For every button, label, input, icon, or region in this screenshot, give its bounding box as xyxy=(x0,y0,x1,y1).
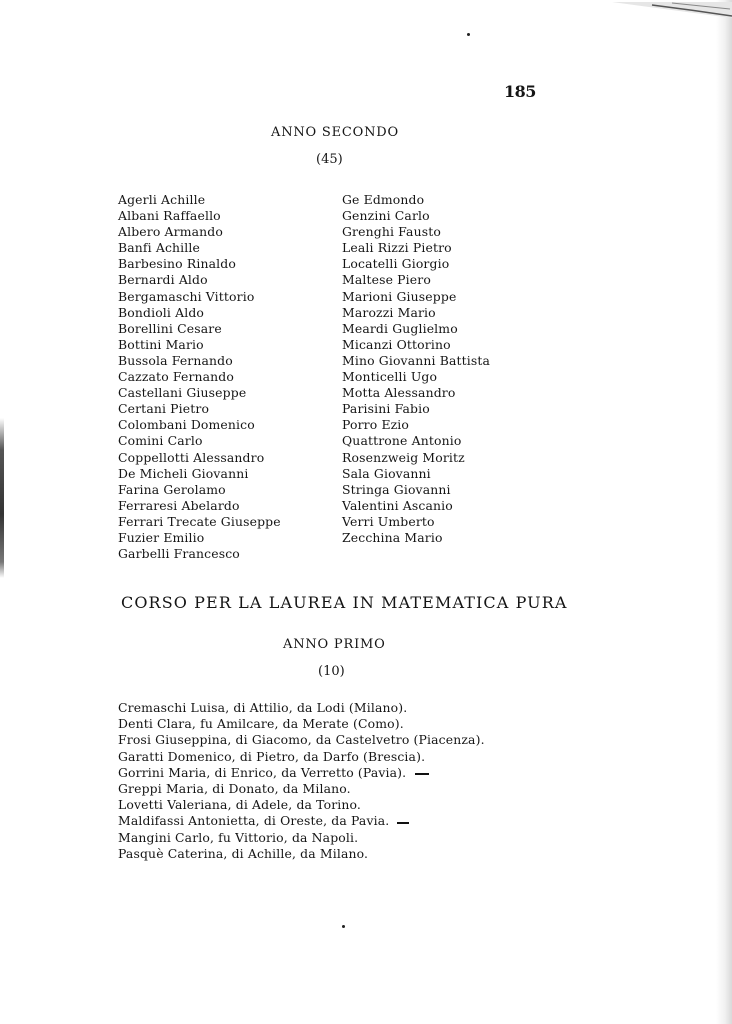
student-name: Leali Rizzi Pietro xyxy=(342,240,452,256)
student-name: Meardi Guglielmo xyxy=(342,320,458,336)
student-entry: Cremaschi Luisa, di Attilio, da Lodi (Milano). xyxy=(118,700,408,715)
student-list-left-column xyxy=(118,192,281,562)
student-name: Cazzato Fernando xyxy=(118,369,235,385)
page-corner-curl xyxy=(612,0,732,18)
student-entry: Mangini Carlo, fu Vittorio, da Napoli. xyxy=(118,829,359,845)
student-entry: Lovetti Valeriana, di Adele, da Torino. xyxy=(118,797,362,813)
student-name: Zecchina Mario xyxy=(342,529,443,545)
student-name: Monticelli Ugo xyxy=(342,369,438,385)
student-list-right-column xyxy=(342,192,490,546)
student-entry: Gorrini Maria, di Enrico, da Verretto (Pavia). xyxy=(118,764,407,780)
student-name: Castellani Giuseppe xyxy=(118,385,247,401)
student-name: Locatelli Giorgio xyxy=(342,256,450,272)
student-name: Maltese Piero xyxy=(342,272,431,288)
student-name: Quattrone Antonio xyxy=(342,433,462,449)
student-name: Garbelli Francesco xyxy=(118,546,240,562)
student-name: Borellini Cesare xyxy=(118,320,222,336)
page-edge-shadow xyxy=(716,0,732,1024)
student-name: Micanzi Ottorino xyxy=(342,336,451,352)
student-name: Fuzier Emilio xyxy=(118,529,205,545)
student-entry: Maldifassi Antonietta, di Oreste, da Pavia. xyxy=(118,813,390,829)
student-name: Bottini Mario xyxy=(118,336,204,352)
scan-speck xyxy=(467,33,470,36)
year-heading-first: ANNO PRIMO xyxy=(283,637,386,652)
student-name: Verri Umberto xyxy=(342,513,435,529)
student-name: Valentini Ascanio xyxy=(342,497,453,513)
student-name: Marozzi Mario xyxy=(342,304,436,320)
scan-speck xyxy=(342,925,345,928)
pencil-dash-mark xyxy=(415,773,429,775)
pencil-dash-mark xyxy=(397,822,409,824)
student-entry: Frosi Giuseppina, di Giacomo, da Castelvetro (Piacenza). xyxy=(118,732,485,748)
student-count-second: (45) xyxy=(316,152,343,167)
student-name: Ferrari Trecate Giuseppe xyxy=(118,513,281,529)
binding-edge-mark xyxy=(0,418,4,578)
student-name: Ferraresi Abelardo xyxy=(118,497,240,513)
student-name: Bussola Fernando xyxy=(118,352,233,368)
student-name: Mino Giovanni Battista xyxy=(342,352,491,368)
student-name: Banfi Achille xyxy=(118,240,200,256)
student-name: Bergamaschi Vittorio xyxy=(118,288,255,304)
student-name: Barbesino Rinaldo xyxy=(118,256,236,272)
student-name: Sala Giovanni xyxy=(342,465,431,481)
page-number: 185 xyxy=(504,82,536,101)
student-entry: Garatti Domenico, di Pietro, da Darfo (Brescia). xyxy=(118,748,426,764)
student-entry: Greppi Maria, di Donato, da Milano. xyxy=(118,780,351,796)
student-name: Comini Carlo xyxy=(118,433,203,449)
student-name: Bernardi Aldo xyxy=(118,272,208,288)
student-name: Agerli Achille xyxy=(118,192,206,207)
year-heading-second: ANNO SECONDO xyxy=(271,125,399,140)
student-name: Albani Raffaello xyxy=(118,208,221,224)
student-name: Bondioli Aldo xyxy=(118,304,205,320)
student-name: Albero Armando xyxy=(118,224,223,240)
student-name: Rosenzweig Moritz xyxy=(342,449,465,465)
student-name: Ge Edmondo xyxy=(342,192,425,207)
student-name: Marioni Giuseppe xyxy=(342,288,457,304)
student-name: Grenghi Fausto xyxy=(342,224,441,240)
student-name: Coppellotti Alessandro xyxy=(118,449,265,465)
student-name: Parisini Fabio xyxy=(342,401,430,417)
student-name: Genzini Carlo xyxy=(342,208,430,224)
student-name: Stringa Giovanni xyxy=(342,481,451,497)
course-title: CORSO PER LA LAUREA IN MATEMATICA PURA xyxy=(121,593,568,612)
student-name: Porro Ezio xyxy=(342,417,410,433)
student-name: Farina Gerolamo xyxy=(118,481,226,497)
student-entry: Denti Clara, fu Amilcare, da Merate (Como). xyxy=(118,716,404,732)
student-entry: Pasquè Caterina, di Achille, da Milano. xyxy=(118,845,369,861)
student-name: Colombani Domenico xyxy=(118,417,255,433)
student-name: Certani Pietro xyxy=(118,401,210,417)
student-name: Motta Alessandro xyxy=(342,385,456,401)
student-entry-list xyxy=(118,700,485,862)
student-count-first: (10) xyxy=(318,664,345,679)
student-name: De Micheli Giovanni xyxy=(118,465,249,481)
